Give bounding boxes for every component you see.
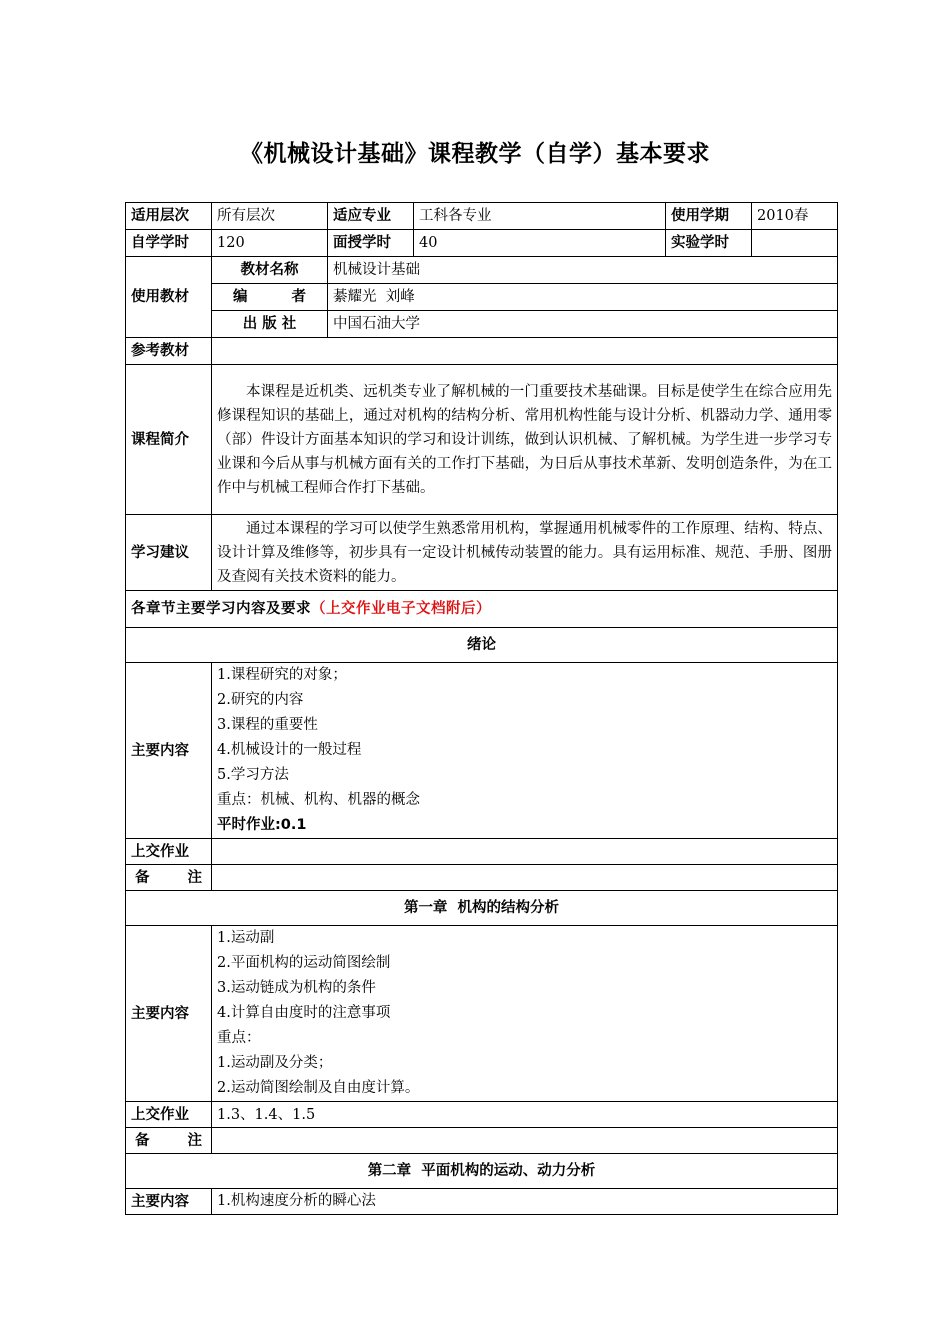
chapter-content-label: 主要内容 [126,926,212,1102]
list-item: 4.计算自由度时的注意事项 [217,1005,391,1021]
list-item: 2.运动简图绘制及自由度计算。 [217,1080,420,1096]
info-row-1 [126,203,838,230]
list-item: 2.平面机构的运动简图绘制 [217,955,391,971]
list-item: 3.课程的重要性 [217,717,318,733]
section-heading-row [126,591,838,628]
regular-homework-weight: 平时作业:0.1 [217,817,307,833]
chapter-content-label: 主要内容 [126,1189,212,1215]
requirements-table [125,202,838,1215]
advice-row [126,515,838,591]
major-label: 适应专业 [328,203,414,230]
remark-row [126,865,838,891]
textbook-row-publisher [126,311,838,338]
level-value: 所有层次 [212,203,328,230]
chapter-content-label: 主要内容 [126,663,212,839]
homework-label: 上交作业 [126,1102,212,1128]
lab-hours-value [752,230,838,257]
textbook-name-label: 教材名称 [212,257,328,284]
list-item: 1.机构速度分析的瞬心法 [217,1193,376,1209]
list-item: 3.运动链成为机构的条件 [217,980,376,996]
textbook-name-value: 机械设计基础 [328,257,838,284]
list-item: 1.运动副 [217,930,275,946]
list-item: 重点：机械、机构、机器的概念 [217,792,420,808]
remark-label-a: 备 [135,1132,150,1149]
remark-label [126,1128,212,1154]
intro-label: 课程简介 [126,365,212,515]
remark-value [212,1128,838,1154]
reference-row [126,338,838,365]
remark-label-a: 备 [135,869,150,886]
page-title: 《机械设计基础》课程教学（自学）基本要求 [240,141,710,167]
lab-hours-label: 实验学时 [666,230,752,257]
list-item: 重点： [217,1030,261,1046]
lecture-hours-value: 40 [414,230,666,257]
level-label: 适用层次 [126,203,212,230]
homework-row [126,839,838,865]
chapter-title-row [126,628,838,663]
reference-label: 参考教材 [126,338,212,365]
list-item: 2.研究的内容 [217,692,304,708]
advice-label: 学习建议 [126,515,212,591]
textbook-row-name [126,257,838,284]
author-label-a: 编 [233,289,248,305]
chapter-content-row [126,926,838,1102]
chapter-title: 第一章 机构的结构分析 [126,891,838,926]
self-hours-label: 自学学时 [126,230,212,257]
chapter-content-list [212,926,838,1102]
section-heading-main: 各章节主要学习内容及要求 [131,601,311,617]
chapter-title-row [126,891,838,926]
list-item: 4.机械设计的一般过程 [217,742,362,758]
list-item: 5.学习方法 [217,767,289,783]
chapter-title: 第二章 平面机构的运动、动力分析 [126,1154,838,1189]
textbook-author-label [212,284,328,311]
remark-label-b: 注 [187,869,202,886]
textbook-label: 使用教材 [126,257,212,338]
homework-row [126,1102,838,1128]
self-hours-value: 120 [212,230,328,257]
chapter-title-row [126,1154,838,1189]
major-value: 工科各专业 [414,203,666,230]
intro-text: 本课程是近机类、远机类专业了解机械的一门重要技术基础课。目标是使学生在综合应用先修课程知识的基础上，通过对机构的结构分析、常用机构性能与设计分析、机器动力学、通用零（部）件设计方面基本知识的学习和设计训练，做到认识机械、了解机械。为学生进一步学习专业课和今后从事与机械方面有关的工作打下基础，为日后从事技术革新、发明创造条件，为在工作中与机械工程师合作打下基础。 [217,383,832,496]
chapter-content-row [126,663,838,839]
textbook-row-author [126,284,838,311]
chapter-content-list [212,1189,838,1215]
remark-label-b: 注 [187,1132,202,1149]
homework-value: 1.3、1.4、1.5 [212,1102,838,1128]
advice-text: 通过本课程的学习可以使学生熟悉常用机构，掌握通用机械零件的工作原理、结构、特点、设计计算及维修等，初步具有一定设计机械传动装置的能力。具有运用标准、规范、手册、图册及查阅有关技术资料的能力。 [217,520,832,585]
list-item: 1.运动副及分类； [217,1055,333,1071]
textbook-publisher-value: 中国石油大学 [328,311,838,338]
info-row-2 [126,230,838,257]
term-label: 使用学期 [666,203,752,230]
term-value: 2010春 [752,203,838,230]
author-label-b: 者 [291,289,306,305]
remark-label [126,865,212,891]
chapter-title: 绪论 [126,628,838,663]
chapter-content-list [212,663,838,839]
remark-value [212,865,838,891]
textbook-author-value: 綦耀光 刘峰 [328,284,838,311]
textbook-publisher-label: 出 版 社 [212,311,328,338]
reference-value [212,338,838,365]
homework-value [212,839,838,865]
homework-label: 上交作业 [126,839,212,865]
remark-row [126,1128,838,1154]
section-heading [126,591,838,628]
list-item: 1.课程研究的对象； [217,667,347,683]
chapter-content-row [126,1189,838,1215]
section-heading-note: （上交作业电子文档附后） [311,601,491,617]
intro-row [126,365,838,515]
lecture-hours-label: 面授学时 [328,230,414,257]
